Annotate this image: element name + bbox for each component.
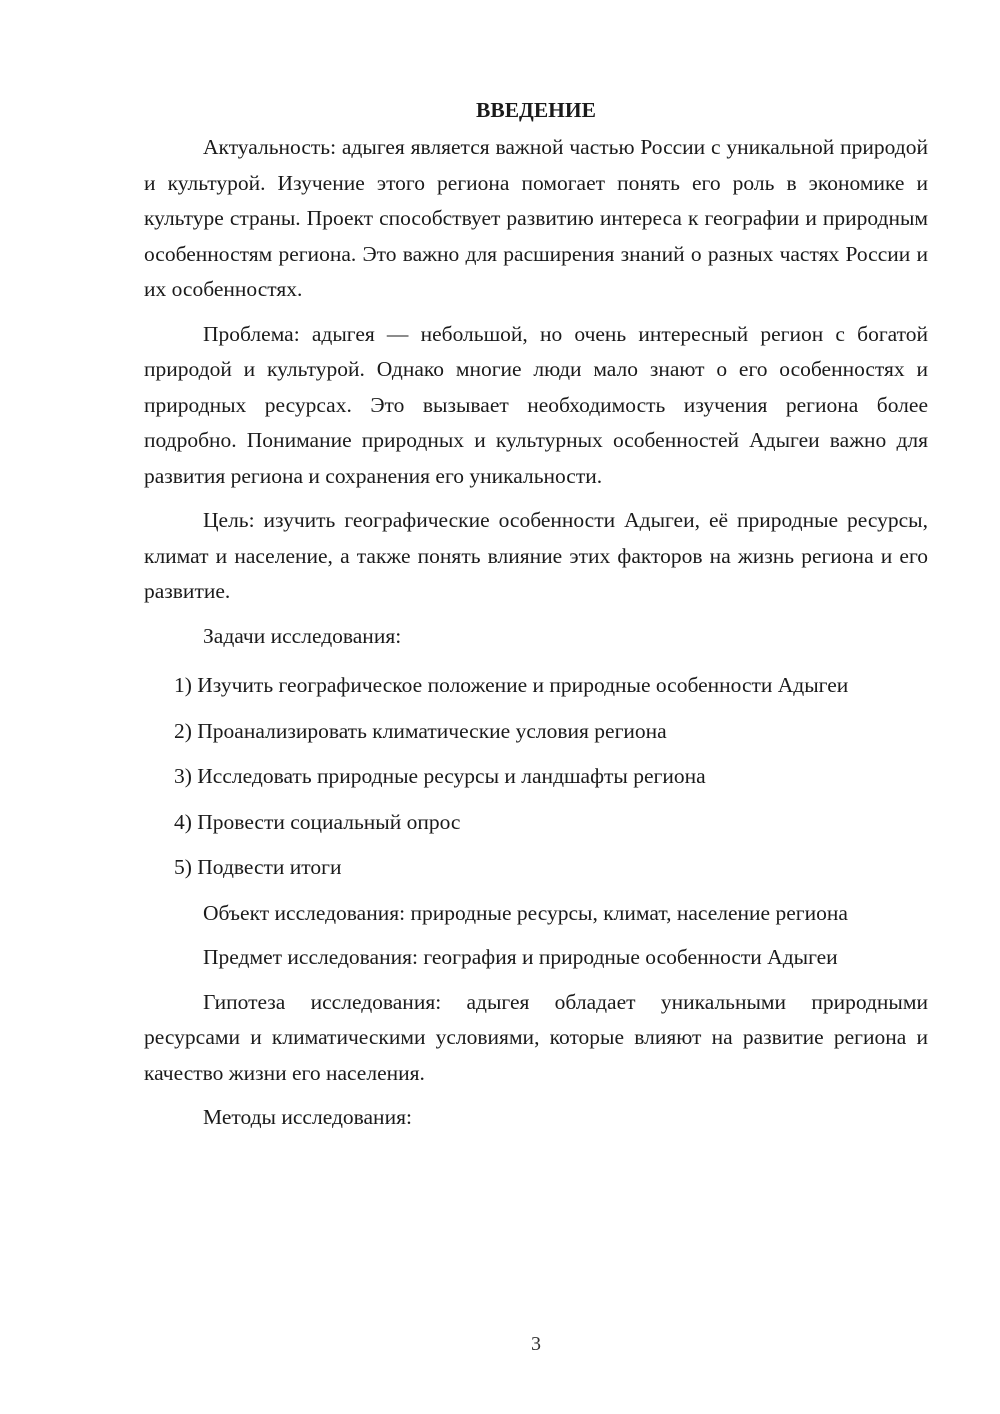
page-number: 3 bbox=[531, 1333, 541, 1355]
list-item: 4) Провести социальный опрос bbox=[174, 809, 461, 834]
list-item: 1) Изучить географическое положение и природные особенности Адыгеи bbox=[174, 673, 849, 697]
relevance-paragraph: Актуальность: адыгея является важной частью России с уникальной природой и культурой. Изучение этого региона помогает понять его роль в экономике и культуре страны. Проект способствует развитию интереса к географии и природным особенностям региона. Это важно для расширения знаний о разных частях России и их особенностях. bbox=[144, 135, 928, 301]
list-item: 5) Подвести итоги bbox=[174, 855, 342, 879]
goal-paragraph: Цель: изучить географические особенности Адыгеи, её природные ресурсы, климат и население, а также понять влияние этих факторов на жизнь региона и его развитие. bbox=[144, 508, 928, 603]
list-item: 2) Проанализировать климатические условия региона bbox=[174, 718, 667, 743]
section-title: ВВЕДЕНИЕ bbox=[476, 98, 596, 122]
tasks-list bbox=[144, 668, 928, 886]
methods-heading: Методы исследования: bbox=[203, 1105, 412, 1129]
list-item: 3) Исследовать природные ресурсы и ландшафты региона bbox=[174, 764, 706, 788]
hypothesis-paragraph: Гипотеза исследования: адыгея обладает уникальными природными ресурсами и климатическими условиями, которые влияют на развитие региона и качество жизни его населения. bbox=[144, 989, 928, 1085]
subject-paragraph: Предмет исследования: география и природные особенности Адыгеи bbox=[203, 945, 838, 969]
problem-paragraph: Проблема: адыгея — небольшой, но очень интересный регион с богатой природой и культурой. Однако многие люди мало знают о его особенностях и природных ресурсах. Это вызывает необходимость изучения региона более подробно. Понимание природных и культурных особенностей Адыгеи важно для развития региона и сохранения его уникальности. bbox=[144, 321, 928, 488]
document-page bbox=[144, 92, 928, 1150]
tasks-heading: Задачи исследования: bbox=[203, 623, 402, 648]
object-paragraph: Объект исследования: природные ресурсы, климат, население региона bbox=[203, 900, 848, 925]
